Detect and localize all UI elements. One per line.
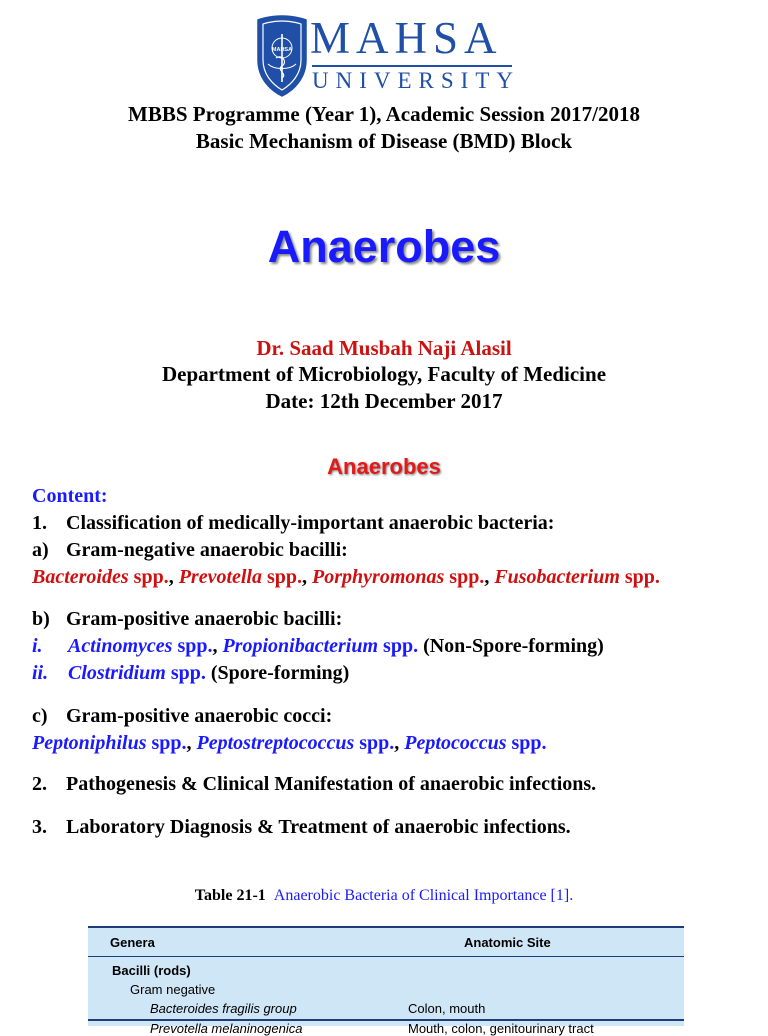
genus-propionibacterium: Propionibacterium: [222, 635, 379, 657]
table-caption-label: Table 21-1: [194, 887, 266, 904]
group-b-row-ii-number: ii.: [32, 662, 49, 684]
genus-actinomyces: Actinomyces: [68, 635, 173, 657]
item-2-text: Pathogenesis & Clinical Manifestation of anaerobic infections.: [66, 773, 597, 795]
table-row-gram-negative: Gram negative: [130, 982, 216, 997]
group-b-row-ii: [32, 660, 349, 686]
header-genera: Genera: [110, 935, 155, 950]
author-name: Dr. Saad Musbah Naji Alasil: [256, 336, 512, 360]
content-item-2: [32, 771, 596, 797]
logo-subtitle: UNIVERSITY: [312, 68, 520, 93]
content-item-3: [32, 814, 571, 840]
department: Department of Microbiology, Faculty of Medicine: [161, 362, 607, 386]
group-c-label: c): [32, 705, 48, 727]
group-a-label: a): [32, 539, 49, 561]
table-row-prevotella: Prevotella melaninogenica: [150, 1021, 303, 1036]
item-2-number: 2.: [32, 773, 47, 795]
table-caption: [0, 885, 768, 907]
seal-text: MAHSA: [271, 47, 293, 53]
genus-bacteroides-spp: spp.: [128, 566, 169, 588]
programme-line: MBBS Programme (Year 1), Academic Session 2017/2018: [128, 102, 640, 126]
page-title: Anaerobes: [267, 221, 501, 272]
item-1-text: Classification of medically-important anaerobic bacteria:: [66, 512, 555, 534]
item-1-number: 1.: [32, 512, 47, 534]
block-line: Basic Mechanism of Disease (BMD) Block: [195, 129, 573, 153]
genus-prevotella: Prevotella: [178, 566, 262, 588]
genus-actinomyces-spp: spp.: [172, 635, 213, 657]
non-spore-note: (Non-Spore-forming): [418, 635, 604, 657]
genus-clostridium-spp: spp.: [165, 662, 206, 684]
item-3-text: Laboratory Diagnosis & Treatment of anaerobic infections.: [66, 816, 571, 838]
table-header-row: [88, 928, 684, 957]
genus-peptoniphilus-spp: spp.: [146, 732, 187, 754]
anaerobes-table: [88, 926, 684, 1036]
university-logo: [256, 13, 520, 100]
genus-prevotella-spp: spp.: [262, 566, 303, 588]
genus-clostridium: Clostridium: [68, 662, 166, 684]
group-a-heading: [32, 537, 348, 563]
group-c-text: Gram-positive anaerobic cocci:: [66, 705, 333, 727]
group-c-heading: [32, 703, 332, 729]
group-c-genera: Peptoniphilus spp., Peptostreptococcus spp., Peptococcus spp.: [32, 732, 547, 754]
genus-peptostreptococcus-spp: spp.: [354, 732, 395, 754]
content-item-1: [32, 510, 554, 536]
university-seal-icon: [256, 14, 308, 98]
table-row-bacilli: Bacilli (rods): [112, 963, 191, 978]
genus-peptoniphilus: Peptoniphilus: [32, 732, 147, 754]
lecture-date: Date: 12th December 2017: [265, 389, 503, 413]
genus-porphyromonas-spp: spp.: [444, 566, 485, 588]
table-row-bacteroides: Bacteroides fragilis group: [150, 1001, 297, 1016]
genus-propionibacterium-spp: spp.: [378, 635, 419, 657]
genus-fusobacterium: Fusobacterium: [494, 566, 620, 588]
group-a-genera: Bacteroides spp., Prevotella spp., Porphyromonas spp., Fusobacterium spp.: [32, 566, 660, 588]
section-title: Anaerobes: [327, 454, 441, 479]
group-a-text: Gram-negative anaerobic bacilli:: [66, 539, 348, 561]
group-b-row-i: i. Actinomyces spp., Propionibacterium spp. (Non-Spore-forming): [32, 635, 604, 657]
logo-name: MAHSA: [310, 13, 503, 63]
spore-note: (Spore-forming): [205, 662, 350, 684]
item-3-number: 3.: [32, 816, 47, 838]
table-site-bacteroides: Colon, mouth: [408, 1001, 486, 1016]
group-b-row-i-number: i.: [32, 635, 43, 657]
genus-peptostreptococcus: Peptostreptococcus: [196, 732, 355, 754]
group-b-label: b): [32, 608, 50, 630]
genus-bacteroides: Bacteroides: [32, 566, 129, 588]
header-anatomic-site: Anatomic Site: [464, 935, 551, 950]
genus-porphyromonas: Porphyromonas: [312, 566, 445, 588]
table-site-prevotella: Mouth, colon, genitourinary tract: [408, 1021, 594, 1036]
genus-peptococcus-spp: spp.: [506, 732, 547, 754]
group-b-heading: [32, 606, 342, 632]
genus-fusobacterium-spp: spp.: [619, 566, 660, 588]
genus-peptococcus: Peptococcus: [404, 732, 507, 754]
table-caption-text: Anaerobic Bacteria of Clinical Importance [1].: [273, 887, 574, 904]
group-b-text: Gram-positive anaerobic bacilli:: [66, 608, 343, 630]
content-label: Content:: [32, 485, 108, 507]
